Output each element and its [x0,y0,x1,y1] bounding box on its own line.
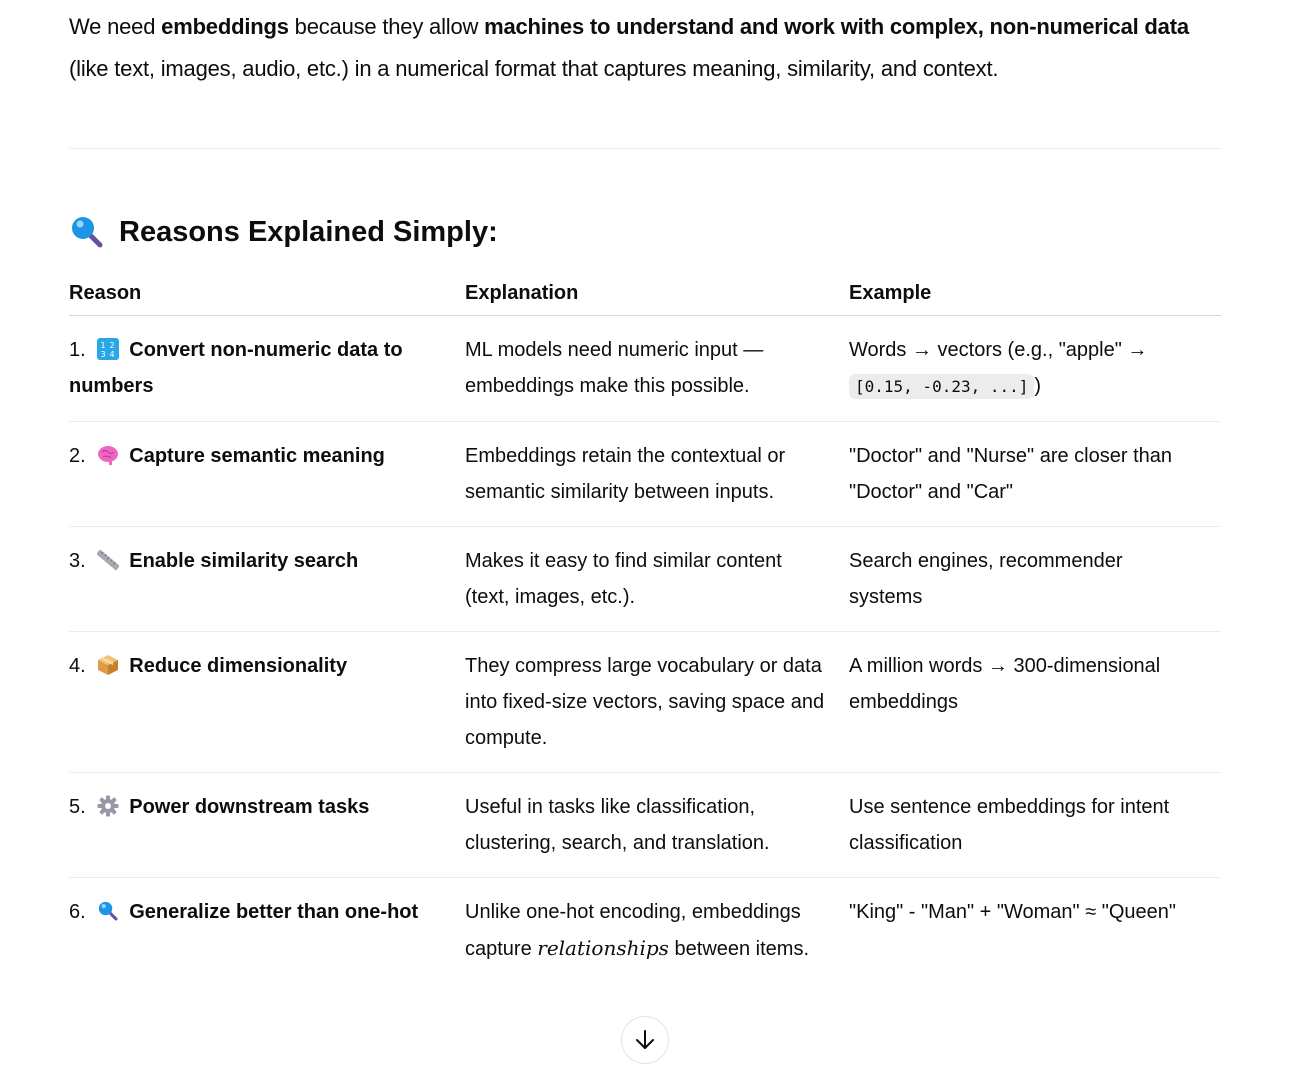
table-row [69,422,1221,527]
explanation-cell: Embeddings retain the contextual or semantic similarity between inputs. [465,422,849,527]
row-number: 1. [69,339,86,361]
explanation-emphasis: relationships [537,936,669,960]
magnifying-glass-icon [69,214,105,250]
arrow-down-icon [634,1029,656,1051]
gear-icon [97,795,119,817]
table-row [69,527,1221,632]
reason-label: Power downstream tasks [129,796,370,818]
inline-code: [0.15, -0.23, ...] [849,374,1034,399]
intro-text: (like text, images, audio, etc.) in a numerical format that captures meaning, similarity, and context. [69,56,999,81]
row-number: 6. [69,901,86,923]
example-cell: Use sentence embeddings for intent classification [849,773,1221,878]
explanation-text: Unlike one-hot encoding, embeddings capture [465,901,801,960]
input-numbers-icon [97,338,119,360]
reason-cell [69,316,465,422]
svg-text:3: 3 [100,350,106,359]
scroll-to-bottom-button[interactable] [621,1016,669,1064]
example-cell: "Doctor" and "Nurse" are closer than "Doctor" and "Car" [849,422,1221,527]
intro-bold-embeddings: embeddings [161,14,289,39]
example-cell: A million words → 300-dimensional embeddings [849,632,1221,773]
reason-label: Enable similarity search [129,550,359,572]
explanation-cell: Useful in tasks like classification, clustering, search, and translation. [465,773,849,878]
column-header-example: Example [849,276,1221,316]
explanation-text: between items. [668,938,810,960]
column-header-explanation: Explanation [465,276,849,316]
explanation-cell: Makes it easy to find similar content (text, images, etc.). [465,527,849,632]
reason-cell [69,422,465,527]
column-header-reason: Reason [69,276,465,316]
row-number: 3. [69,550,86,572]
section-title: Reasons Explained Simply: [119,215,498,248]
row-number: 5. [69,796,86,818]
svg-text:4: 4 [109,350,115,359]
row-number: 2. [69,445,86,467]
ruler-icon [97,549,119,571]
reason-label: Generalize better than one-hot [129,901,419,923]
table-row [69,316,1221,422]
reason-cell [69,773,465,878]
intro-text: because they allow [288,14,485,39]
explanation-cell: ML models need numeric input — embeddings make this possible. [465,316,849,422]
explanation-cell [465,878,849,984]
intro-text: We need [69,14,162,39]
example-cell [849,316,1221,422]
package-icon [97,654,119,676]
reasons-table [69,276,1221,983]
svg-text:1: 1 [100,341,106,350]
section-heading [69,214,498,250]
message-content [69,6,1221,960]
table-header-row [69,276,1221,316]
example-text: Words → vectors (e.g., "apple" → [849,339,1148,361]
example-cell: Search engines, recommender systems [849,527,1221,632]
row-number: 4. [69,655,86,677]
reason-label: Convert non-numeric data to numbers [69,339,403,397]
intro-paragraph [69,6,1221,90]
reason-label: Capture semantic meaning [129,445,385,467]
example-cell: "King" - "Man" + "Woman" ≈ "Queen" [849,901,1176,923]
brain-icon [97,444,119,466]
magnifying-glass-icon [97,900,119,922]
table-row [69,878,1221,984]
reason-cell [69,527,465,632]
svg-text:2: 2 [109,341,115,350]
reason-cell [69,878,465,984]
reason-cell [69,632,465,773]
explanation-cell: They compress large vocabulary or data into fixed-size vectors, saving space and compute. [465,632,849,773]
example-text: ) [1034,375,1042,397]
table-row [69,632,1221,773]
horizontal-divider [69,148,1221,149]
reason-label: Reduce dimensionality [129,655,348,677]
table-row [69,773,1221,878]
intro-bold-machines: machines to understand and work with complex, non-numerical data [484,14,1189,39]
